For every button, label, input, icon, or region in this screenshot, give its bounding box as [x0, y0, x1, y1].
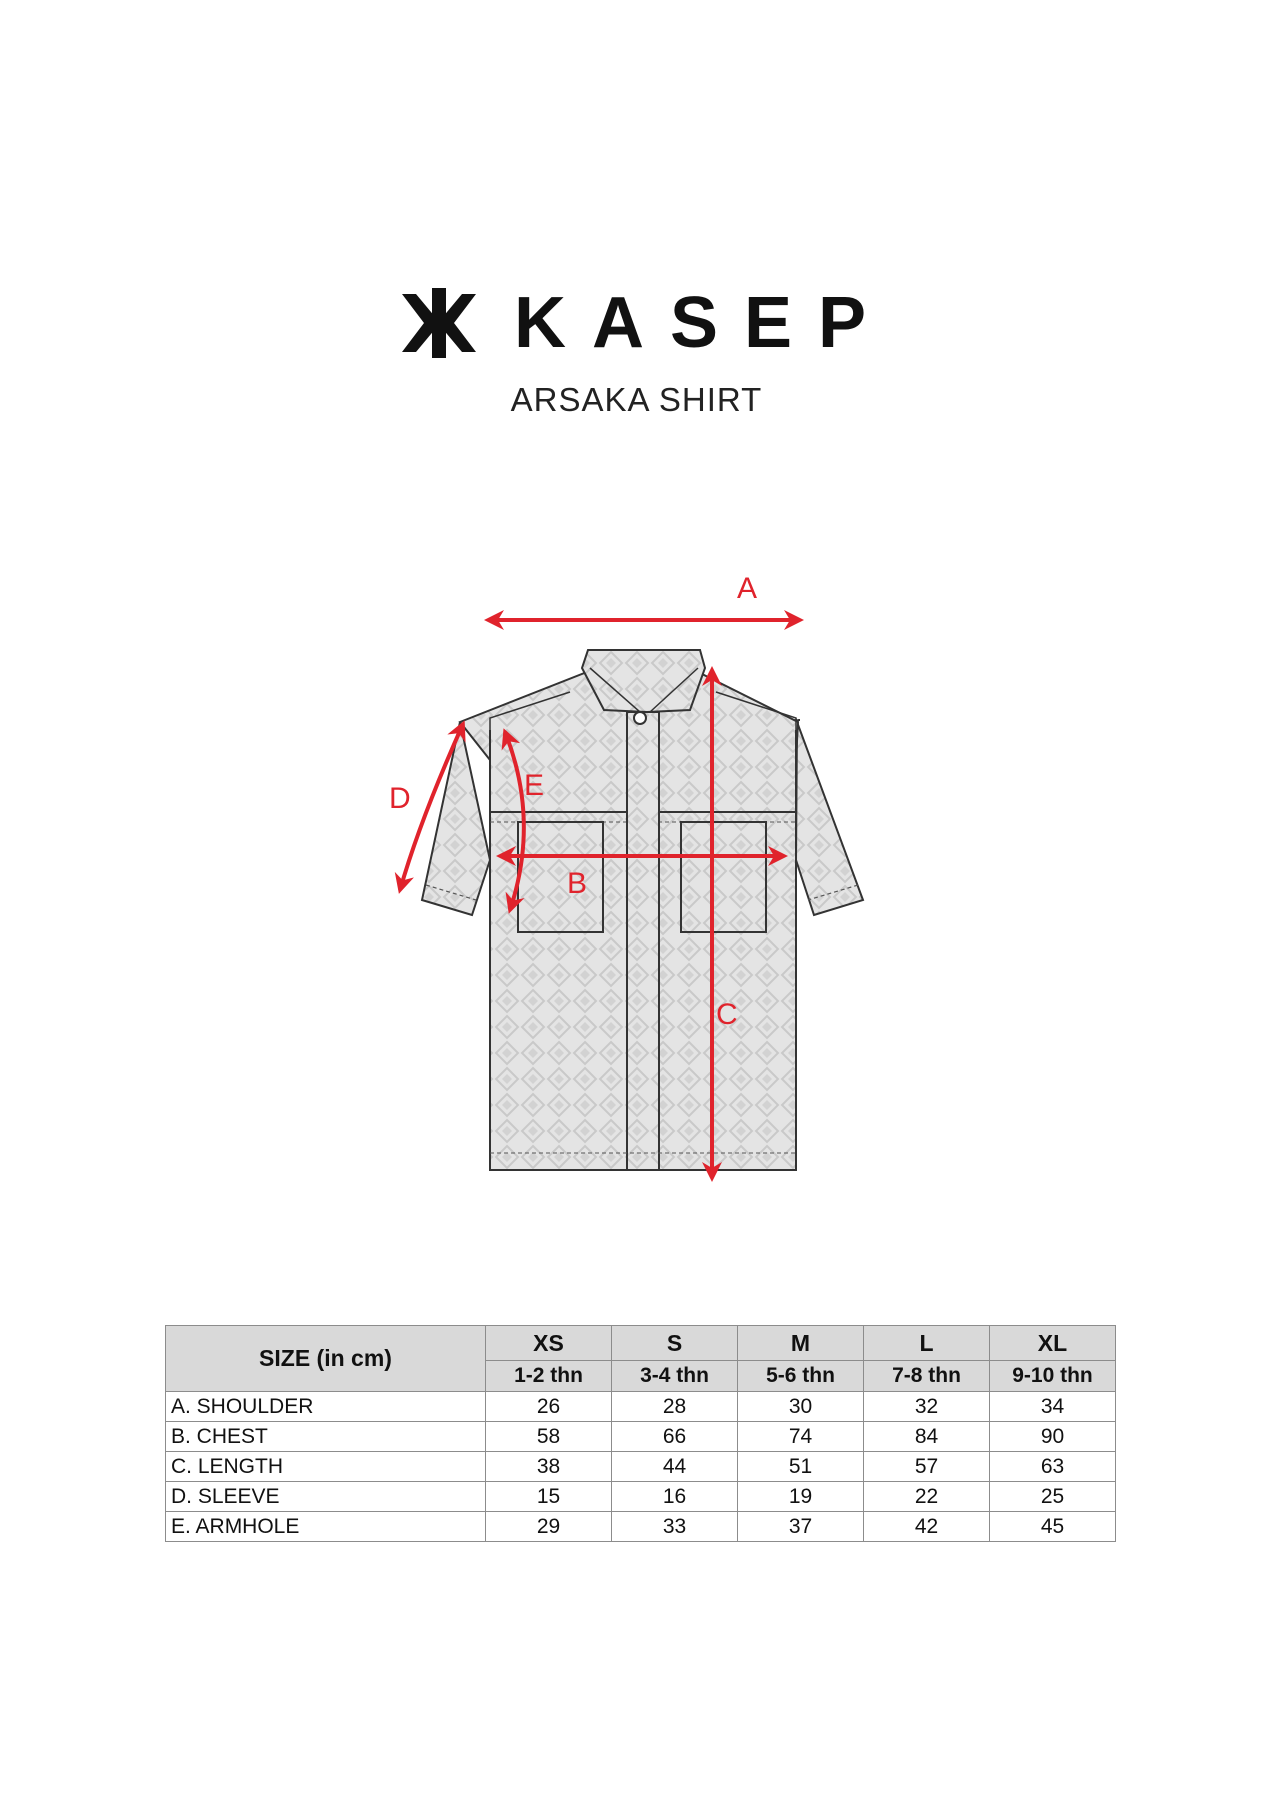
table-cell: 63: [990, 1452, 1116, 1482]
shirt-illustration: [422, 650, 863, 1170]
table-cell: 37: [738, 1512, 864, 1542]
row-label: D. SLEEVE: [166, 1482, 486, 1512]
table-cell: 45: [990, 1512, 1116, 1542]
table-cell: 25: [990, 1482, 1116, 1512]
shirt-left-sleeve: [422, 722, 490, 915]
table-cell: 57: [864, 1452, 990, 1482]
size-unit-header: SIZE (in cm): [166, 1326, 486, 1392]
shirt-right-sleeve: [796, 722, 863, 915]
size-col-l: L: [864, 1326, 990, 1361]
size-col-s: S: [612, 1326, 738, 1361]
label-c: C: [716, 998, 738, 1031]
table-cell: 44: [612, 1452, 738, 1482]
row-label: C. LENGTH: [166, 1452, 486, 1482]
table-row: [166, 1422, 1116, 1452]
product-title: ARSAKA SHIRT: [510, 381, 763, 418]
table-cell: 15: [486, 1482, 612, 1512]
table-cell: 66: [612, 1422, 738, 1452]
table-cell: 33: [612, 1512, 738, 1542]
table-cell: 51: [738, 1452, 864, 1482]
label-b: B: [567, 867, 588, 900]
table-cell: 16: [612, 1482, 738, 1512]
label-a: A: [737, 572, 758, 605]
table-cell: 84: [864, 1422, 990, 1452]
table-cell: 26: [486, 1392, 612, 1422]
row-label: E. ARMHOLE: [166, 1512, 486, 1542]
row-label: A. SHOULDER: [166, 1392, 486, 1422]
age-col-l: 7-8 thn: [864, 1361, 990, 1392]
size-col-m: M: [738, 1326, 864, 1361]
table-cell: 32: [864, 1392, 990, 1422]
table-row: [166, 1512, 1116, 1542]
table-cell: 29: [486, 1512, 612, 1542]
table-cell: 30: [738, 1392, 864, 1422]
table-row: [166, 1482, 1116, 1512]
label-e: E: [524, 769, 545, 802]
row-label: B. CHEST: [166, 1422, 486, 1452]
shirt-left-pocket: [518, 822, 603, 932]
table-cell: 28: [612, 1392, 738, 1422]
table-cell: 74: [738, 1422, 864, 1452]
table-row: [166, 1392, 1116, 1422]
age-col-s: 3-4 thn: [612, 1361, 738, 1392]
shirt-right-pocket: [681, 822, 766, 932]
age-col-xs: 1-2 thn: [486, 1361, 612, 1392]
table-cell: 90: [990, 1422, 1116, 1452]
brand-name: KASEP: [514, 283, 893, 363]
size-chart-table: [165, 1325, 1116, 1542]
table-cell: 58: [486, 1422, 612, 1452]
shirt-collar: [582, 650, 705, 712]
age-col-m: 5-6 thn: [738, 1361, 864, 1392]
shirt-placket: [627, 712, 659, 1170]
table-cell: 19: [738, 1482, 864, 1512]
table-cell: 22: [864, 1482, 990, 1512]
table-cell: 42: [864, 1512, 990, 1542]
age-col-xl: 9-10 thn: [990, 1361, 1116, 1392]
label-d: D: [389, 782, 411, 815]
table-cell: 38: [486, 1452, 612, 1482]
size-col-xl: XL: [990, 1326, 1116, 1361]
table-cell: 34: [990, 1392, 1116, 1422]
table-row: [166, 1452, 1116, 1482]
size-col-xs: XS: [486, 1326, 612, 1361]
